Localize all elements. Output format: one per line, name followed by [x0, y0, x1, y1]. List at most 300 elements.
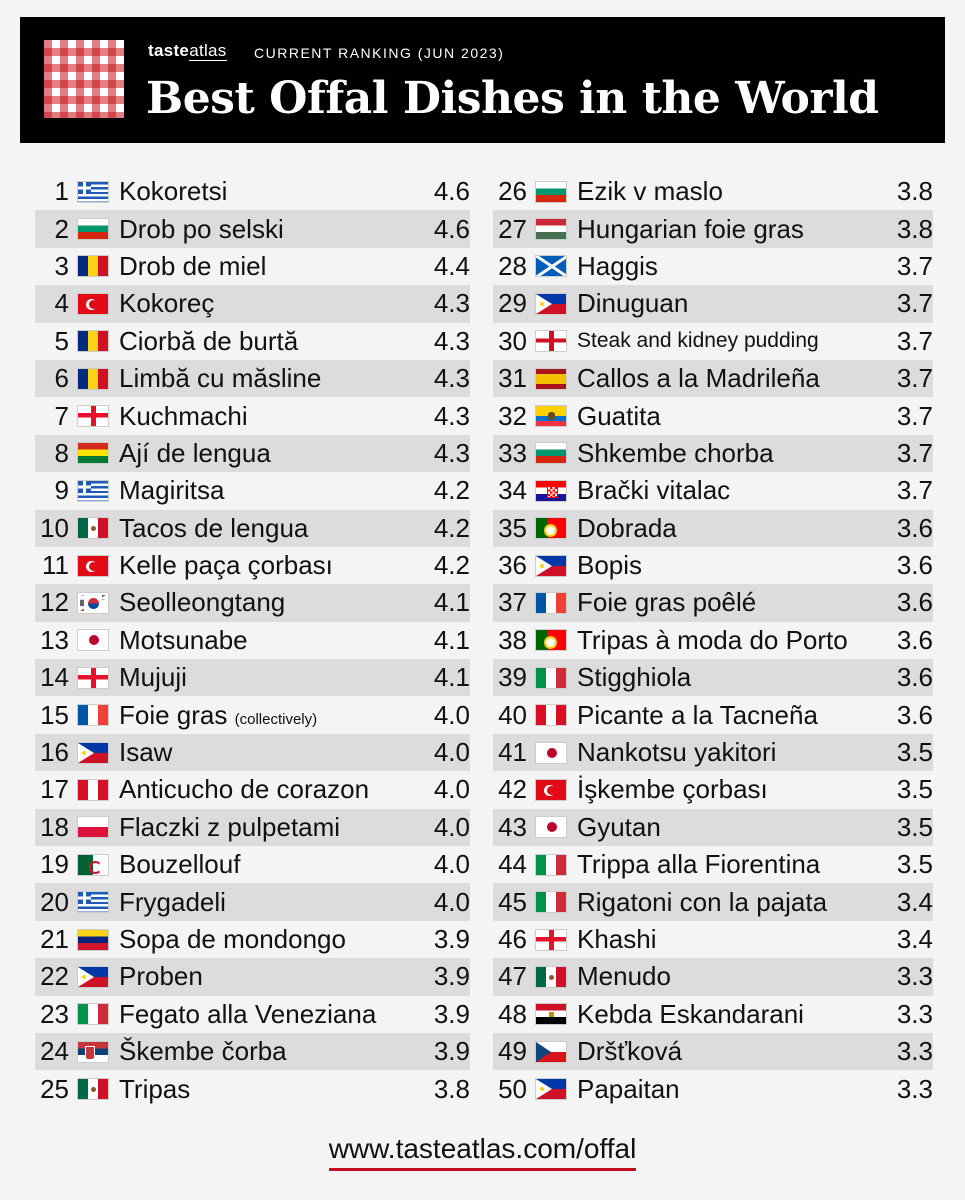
dish-name-text: Picante a la Tacneña [577, 699, 818, 730]
bulgaria-flag-icon [535, 442, 567, 464]
dish-name-text: Tripas [119, 1073, 191, 1104]
list-item [35, 809, 470, 846]
dish-name [577, 475, 887, 506]
dish-name-text: Shkembe chorba [577, 437, 774, 468]
dish-note: (collectively) [234, 710, 318, 728]
list-item [35, 173, 470, 210]
list-item [493, 248, 933, 285]
bulgaria-flag-icon [77, 218, 109, 240]
rank-number: 13 [40, 624, 69, 655]
turkey-flag-icon [77, 293, 109, 315]
georgia-flag-icon [77, 405, 109, 427]
rating-score: 3.6 [896, 587, 933, 618]
turkey-flag-icon [77, 555, 109, 577]
rating-score: 4.3 [433, 363, 470, 394]
dish-name [119, 587, 424, 618]
dish-name-text: Kebda Eskandarani [577, 998, 804, 1029]
rank-number: 31 [498, 363, 527, 394]
italy-flag-icon [535, 854, 567, 876]
list-item [493, 846, 933, 883]
list-item [35, 921, 470, 958]
egypt-flag-icon [535, 1003, 567, 1025]
list-item [35, 472, 470, 509]
list-item [35, 1033, 470, 1070]
rating-score: 3.7 [896, 437, 933, 468]
rank-number: 24 [40, 1036, 69, 1067]
rank-number: 49 [498, 1036, 527, 1067]
dish-name-text: Steak and kidney pudding [577, 329, 819, 353]
rank-number: 20 [40, 886, 69, 917]
rating-score: 4.4 [433, 250, 470, 281]
dish-name-text: Hungarian foie gras [577, 213, 804, 244]
italy-flag-icon [535, 891, 567, 913]
dish-name [119, 214, 424, 245]
dish-name [119, 849, 424, 880]
rating-score: 3.6 [896, 550, 933, 581]
dish-name [577, 401, 887, 432]
dish-name [119, 176, 424, 207]
rank-number: 2 [54, 213, 69, 244]
rating-score: 3.7 [896, 288, 933, 319]
rating-score: 4.0 [433, 737, 470, 768]
dish-name [119, 924, 424, 955]
rating-score: 3.7 [896, 250, 933, 281]
rank-number: 43 [498, 811, 527, 842]
rank-number: 36 [498, 550, 527, 581]
dish-name-text: Brački vitalac [577, 475, 731, 506]
dish-name [577, 774, 887, 805]
list-item [493, 622, 933, 659]
rating-score: 4.2 [433, 512, 470, 543]
rank-number: 16 [40, 737, 69, 768]
list-item [35, 323, 470, 360]
dish-name [577, 176, 887, 207]
dish-name-text: Drob de miel [119, 250, 267, 281]
list-item [35, 210, 470, 247]
rank-number: 29 [498, 288, 527, 319]
rank-number: 8 [54, 437, 69, 468]
dish-name [577, 550, 887, 581]
dish-name-text: Trippa alla Fiorentina [577, 849, 821, 880]
dish-name-text: İşkembe çorbası [577, 774, 768, 805]
mexico-flag-icon [77, 1078, 109, 1100]
bolivia-flag-icon [77, 442, 109, 464]
croatia-flag-icon [535, 480, 567, 502]
dish-name-text: Isaw [119, 737, 173, 768]
list-item [493, 659, 933, 696]
dish-name [119, 700, 424, 731]
rating-score: 3.5 [896, 849, 933, 880]
venezuela-flag-icon [77, 929, 109, 951]
dish-name-text: Dobrada [577, 512, 677, 543]
rating-score: 3.8 [896, 213, 933, 244]
rating-score: 3.5 [896, 737, 933, 768]
dish-name [119, 812, 424, 843]
rank-number: 17 [40, 774, 69, 805]
rating-score: 4.0 [433, 811, 470, 842]
rating-score: 3.9 [433, 1036, 470, 1067]
dish-name [577, 1074, 887, 1105]
rating-score: 4.1 [433, 662, 470, 693]
rating-score: 3.6 [896, 699, 933, 730]
rating-score: 4.3 [433, 325, 470, 356]
dish-name-text: Magiritsa [119, 475, 225, 506]
dish-name [119, 662, 424, 693]
dish-name-text: Ciorbă de burtă [119, 325, 299, 356]
dish-name [119, 475, 424, 506]
list-item [35, 883, 470, 920]
rating-score: 4.6 [433, 213, 470, 244]
list-item [493, 958, 933, 995]
dish-name [577, 887, 887, 918]
rating-score: 4.1 [433, 624, 470, 655]
rating-score: 3.6 [896, 512, 933, 543]
dish-name [577, 849, 887, 880]
dish-name [119, 961, 424, 992]
list-item [35, 584, 470, 621]
dish-name-text: Papaitan [577, 1073, 680, 1104]
rating-score: 3.7 [896, 475, 933, 506]
rank-number: 33 [498, 437, 527, 468]
philippines-flag-icon [77, 742, 109, 764]
rating-score: 4.6 [433, 176, 470, 207]
france-flag-icon [77, 704, 109, 726]
rank-number: 3 [54, 250, 69, 281]
ecuador-flag-icon [535, 405, 567, 427]
list-item [493, 510, 933, 547]
rank-number: 9 [54, 475, 69, 506]
dish-name-text: Frygadeli [119, 886, 226, 917]
list-item [493, 1070, 933, 1107]
spain-flag-icon [535, 368, 567, 390]
rank-number: 4 [54, 288, 69, 319]
rank-number: 50 [498, 1073, 527, 1104]
dish-name [577, 214, 887, 245]
list-item [493, 921, 933, 958]
list-item [35, 734, 470, 771]
rank-number: 21 [40, 924, 69, 954]
greece-flag-icon [77, 181, 109, 203]
list-item [493, 996, 933, 1033]
rank-number: 28 [498, 250, 527, 281]
georgia-flag-icon [535, 929, 567, 951]
dish-name [119, 251, 424, 282]
romania-flag-icon [77, 368, 109, 390]
rating-score: 4.0 [433, 886, 470, 917]
rank-number: 6 [54, 363, 69, 394]
list-item [35, 435, 470, 472]
dish-name [119, 513, 424, 544]
dish-name-text: Stigghiola [577, 662, 692, 693]
dish-name-text: Anticucho de corazon [119, 774, 370, 805]
dish-name-text: Nankotsu yakitori [577, 737, 777, 768]
footer-url-link[interactable]: www.tasteatlas.com/offal [329, 1133, 637, 1171]
checkered-logo-icon [44, 40, 124, 118]
ranking-list-right [493, 173, 933, 1108]
dish-name [119, 288, 424, 319]
philippines-flag-icon [535, 1078, 567, 1100]
brand-logo [148, 41, 227, 61]
dish-name [577, 329, 887, 353]
footer [0, 1133, 965, 1165]
dish-name-text: Flaczki z pulpetami [119, 811, 341, 842]
list-item [35, 397, 470, 434]
dish-name-text: Kokoretsi [119, 176, 228, 207]
rank-number: 26 [498, 176, 527, 207]
list-item [35, 622, 470, 659]
rank-number: 35 [498, 512, 527, 543]
japan-flag-icon [77, 629, 109, 651]
dish-name-text: Guatita [577, 400, 661, 431]
dish-name [577, 662, 887, 693]
list-item [493, 734, 933, 771]
dish-name [119, 999, 424, 1030]
list-item [35, 547, 470, 584]
rating-score: 4.0 [433, 699, 470, 730]
dish-name-text: Kuchmachi [119, 400, 248, 431]
dish-name [577, 1036, 887, 1067]
dish-name [577, 700, 887, 731]
dish-name [577, 999, 887, 1030]
dish-name [577, 587, 887, 618]
rating-score: 3.4 [896, 924, 933, 954]
page-title: Best Offal Dishes in the World [146, 73, 879, 124]
dish-name [577, 812, 887, 843]
list-item [493, 435, 933, 472]
list-item [35, 996, 470, 1033]
scotland-flag-icon [535, 255, 567, 277]
algeria-flag-icon [77, 854, 109, 876]
philippines-flag-icon [77, 966, 109, 988]
south-korea-flag-icon [77, 592, 109, 614]
rating-score: 4.3 [433, 437, 470, 468]
list-item [35, 285, 470, 322]
list-item [493, 360, 933, 397]
header-banner [20, 17, 945, 143]
hungary-flag-icon [535, 218, 567, 240]
philippines-flag-icon [535, 293, 567, 315]
rating-score: 3.5 [896, 774, 933, 805]
rank-number: 47 [498, 961, 527, 992]
poland-flag-icon [77, 816, 109, 838]
dish-name [119, 887, 424, 918]
rank-number: 18 [40, 811, 69, 842]
list-item [493, 547, 933, 584]
dish-name-text: Haggis [577, 250, 658, 281]
bulgaria-flag-icon [535, 181, 567, 203]
rank-number: 12 [40, 587, 69, 618]
dish-name [577, 251, 887, 282]
rating-score: 3.8 [896, 176, 933, 207]
dish-name-text: Khashi [577, 924, 657, 954]
dish-name [119, 1074, 424, 1105]
list-item [493, 809, 933, 846]
list-item [493, 771, 933, 808]
rank-number: 41 [498, 737, 527, 768]
dish-name-text: Seolleongtang [119, 587, 286, 618]
dish-name [577, 513, 887, 544]
rank-number: 34 [498, 475, 527, 506]
rank-number: 44 [498, 849, 527, 880]
rating-score: 3.7 [896, 363, 933, 394]
list-item [35, 659, 470, 696]
japan-flag-icon [535, 816, 567, 838]
brand-part2: atlas [189, 41, 227, 60]
rank-number: 22 [40, 961, 69, 992]
georgia-flag-icon [77, 667, 109, 689]
dish-name-text: Kokoreç [119, 288, 215, 319]
list-item [35, 771, 470, 808]
rank-number: 30 [498, 325, 527, 356]
list-item [493, 210, 933, 247]
rating-score: 4.2 [433, 550, 470, 581]
list-item [35, 958, 470, 995]
list-item [35, 1070, 470, 1107]
dish-name-text: Dršťková [577, 1036, 683, 1067]
rating-score: 3.8 [433, 1073, 470, 1104]
list-item [493, 584, 933, 621]
dish-name-text: Bouzellouf [119, 849, 241, 880]
list-item [493, 472, 933, 509]
dish-name-text: Kelle paça çorbası [119, 550, 333, 581]
dish-name [577, 625, 887, 656]
rank-number: 10 [40, 512, 69, 543]
dish-name [119, 737, 424, 768]
rating-score: 4.3 [433, 288, 470, 319]
list-item [493, 1033, 933, 1070]
dish-name-text: Ají de lengua [119, 437, 271, 468]
turkey-flag-icon [535, 779, 567, 801]
list-item [493, 397, 933, 434]
list-item [493, 696, 933, 733]
list-item [493, 173, 933, 210]
rank-number: 19 [40, 849, 69, 880]
rating-score: 3.3 [896, 1036, 933, 1067]
list-item [35, 248, 470, 285]
rating-score: 3.3 [896, 1073, 933, 1104]
rank-number: 48 [498, 998, 527, 1029]
list-item [493, 285, 933, 322]
ranking-list-left [35, 173, 470, 1108]
mexico-flag-icon [535, 966, 567, 988]
rank-number: 39 [498, 662, 527, 693]
dish-name [119, 363, 424, 394]
peru-flag-icon [535, 704, 567, 726]
dish-name-text: Foie gras poêlé [577, 587, 757, 618]
dish-name [119, 774, 424, 805]
dish-name-text: Mujuji [119, 662, 187, 693]
list-item [493, 323, 933, 360]
dish-name-text: Foie gras [119, 699, 228, 730]
rank-number: 32 [498, 400, 527, 431]
rating-score: 3.7 [896, 325, 933, 356]
rating-score: 3.3 [896, 998, 933, 1029]
dish-name-text: Tacos de lengua [119, 512, 309, 543]
dish-name-text: Dinuguan [577, 288, 689, 319]
rank-number: 11 [42, 550, 69, 581]
dish-name-text: Fegato alla Veneziana [119, 998, 377, 1029]
rank-number: 42 [498, 774, 527, 805]
dish-name-text: Callos a la Madrileña [577, 363, 820, 394]
dish-name [577, 288, 887, 319]
rating-score: 3.3 [896, 961, 933, 992]
rank-number: 7 [54, 400, 69, 431]
rank-number: 1 [54, 176, 69, 207]
list-item [35, 360, 470, 397]
dish-name [119, 625, 424, 656]
romania-flag-icon [77, 330, 109, 352]
japan-flag-icon [535, 742, 567, 764]
rating-score: 3.5 [896, 811, 933, 842]
rank-number: 5 [54, 325, 69, 356]
rank-number: 23 [40, 998, 69, 1029]
rating-score: 3.7 [896, 400, 933, 431]
rating-score: 4.3 [433, 400, 470, 431]
ranking-label: CURRENT RANKING (JUN 2023) [254, 45, 505, 61]
dish-name [577, 438, 887, 469]
dish-name [577, 737, 887, 768]
rating-score: 4.2 [433, 475, 470, 506]
serbia-flag-icon [77, 1041, 109, 1063]
philippines-flag-icon [535, 555, 567, 577]
rating-score: 4.0 [433, 774, 470, 805]
rating-score: 4.1 [433, 587, 470, 618]
dish-name-text: Limbă cu măsline [119, 363, 322, 394]
greece-flag-icon [77, 891, 109, 913]
dish-name-text: Škembe čorba [119, 1036, 287, 1067]
rating-score: 3.9 [433, 924, 470, 954]
rank-number: 25 [40, 1073, 69, 1104]
dish-name [119, 1036, 424, 1067]
dish-name-text: Tripas à moda do Porto [577, 624, 848, 655]
rank-number: 40 [498, 699, 527, 730]
rank-number: 45 [498, 886, 527, 917]
dish-name-text: Proben [119, 961, 203, 992]
rank-number: 14 [40, 662, 69, 693]
czechia-flag-icon [535, 1041, 567, 1063]
england-flag-icon [535, 330, 567, 352]
dish-name-text: Motsunabe [119, 624, 248, 655]
dish-name [119, 438, 424, 469]
dish-name-text: Drob po selski [119, 213, 284, 244]
rank-number: 37 [498, 587, 527, 618]
list-item [35, 696, 470, 733]
list-item [35, 846, 470, 883]
romania-flag-icon [77, 255, 109, 277]
dish-name-text: Rigatoni con la pajata [577, 886, 828, 917]
rating-score: 3.6 [896, 662, 933, 693]
list-item [35, 510, 470, 547]
dish-name-text: Ezik v maslo [577, 176, 723, 207]
rank-number: 38 [498, 624, 527, 655]
rating-score: 3.6 [896, 624, 933, 655]
rating-score: 4.0 [433, 849, 470, 880]
dish-name-text: Menudo [577, 961, 671, 992]
dish-name-text: Gyutan [577, 811, 661, 842]
peru-flag-icon [77, 779, 109, 801]
dish-name [577, 363, 887, 394]
brand-part1: taste [148, 41, 190, 60]
rating-score: 3.9 [433, 998, 470, 1029]
italy-flag-icon [77, 1003, 109, 1025]
list-item [493, 883, 933, 920]
portugal-flag-icon [535, 629, 567, 651]
greece-flag-icon [77, 480, 109, 502]
dish-name-text: Bopis [577, 550, 643, 581]
dish-name [577, 924, 887, 955]
rank-number: 15 [40, 699, 69, 730]
dish-name [119, 326, 424, 357]
